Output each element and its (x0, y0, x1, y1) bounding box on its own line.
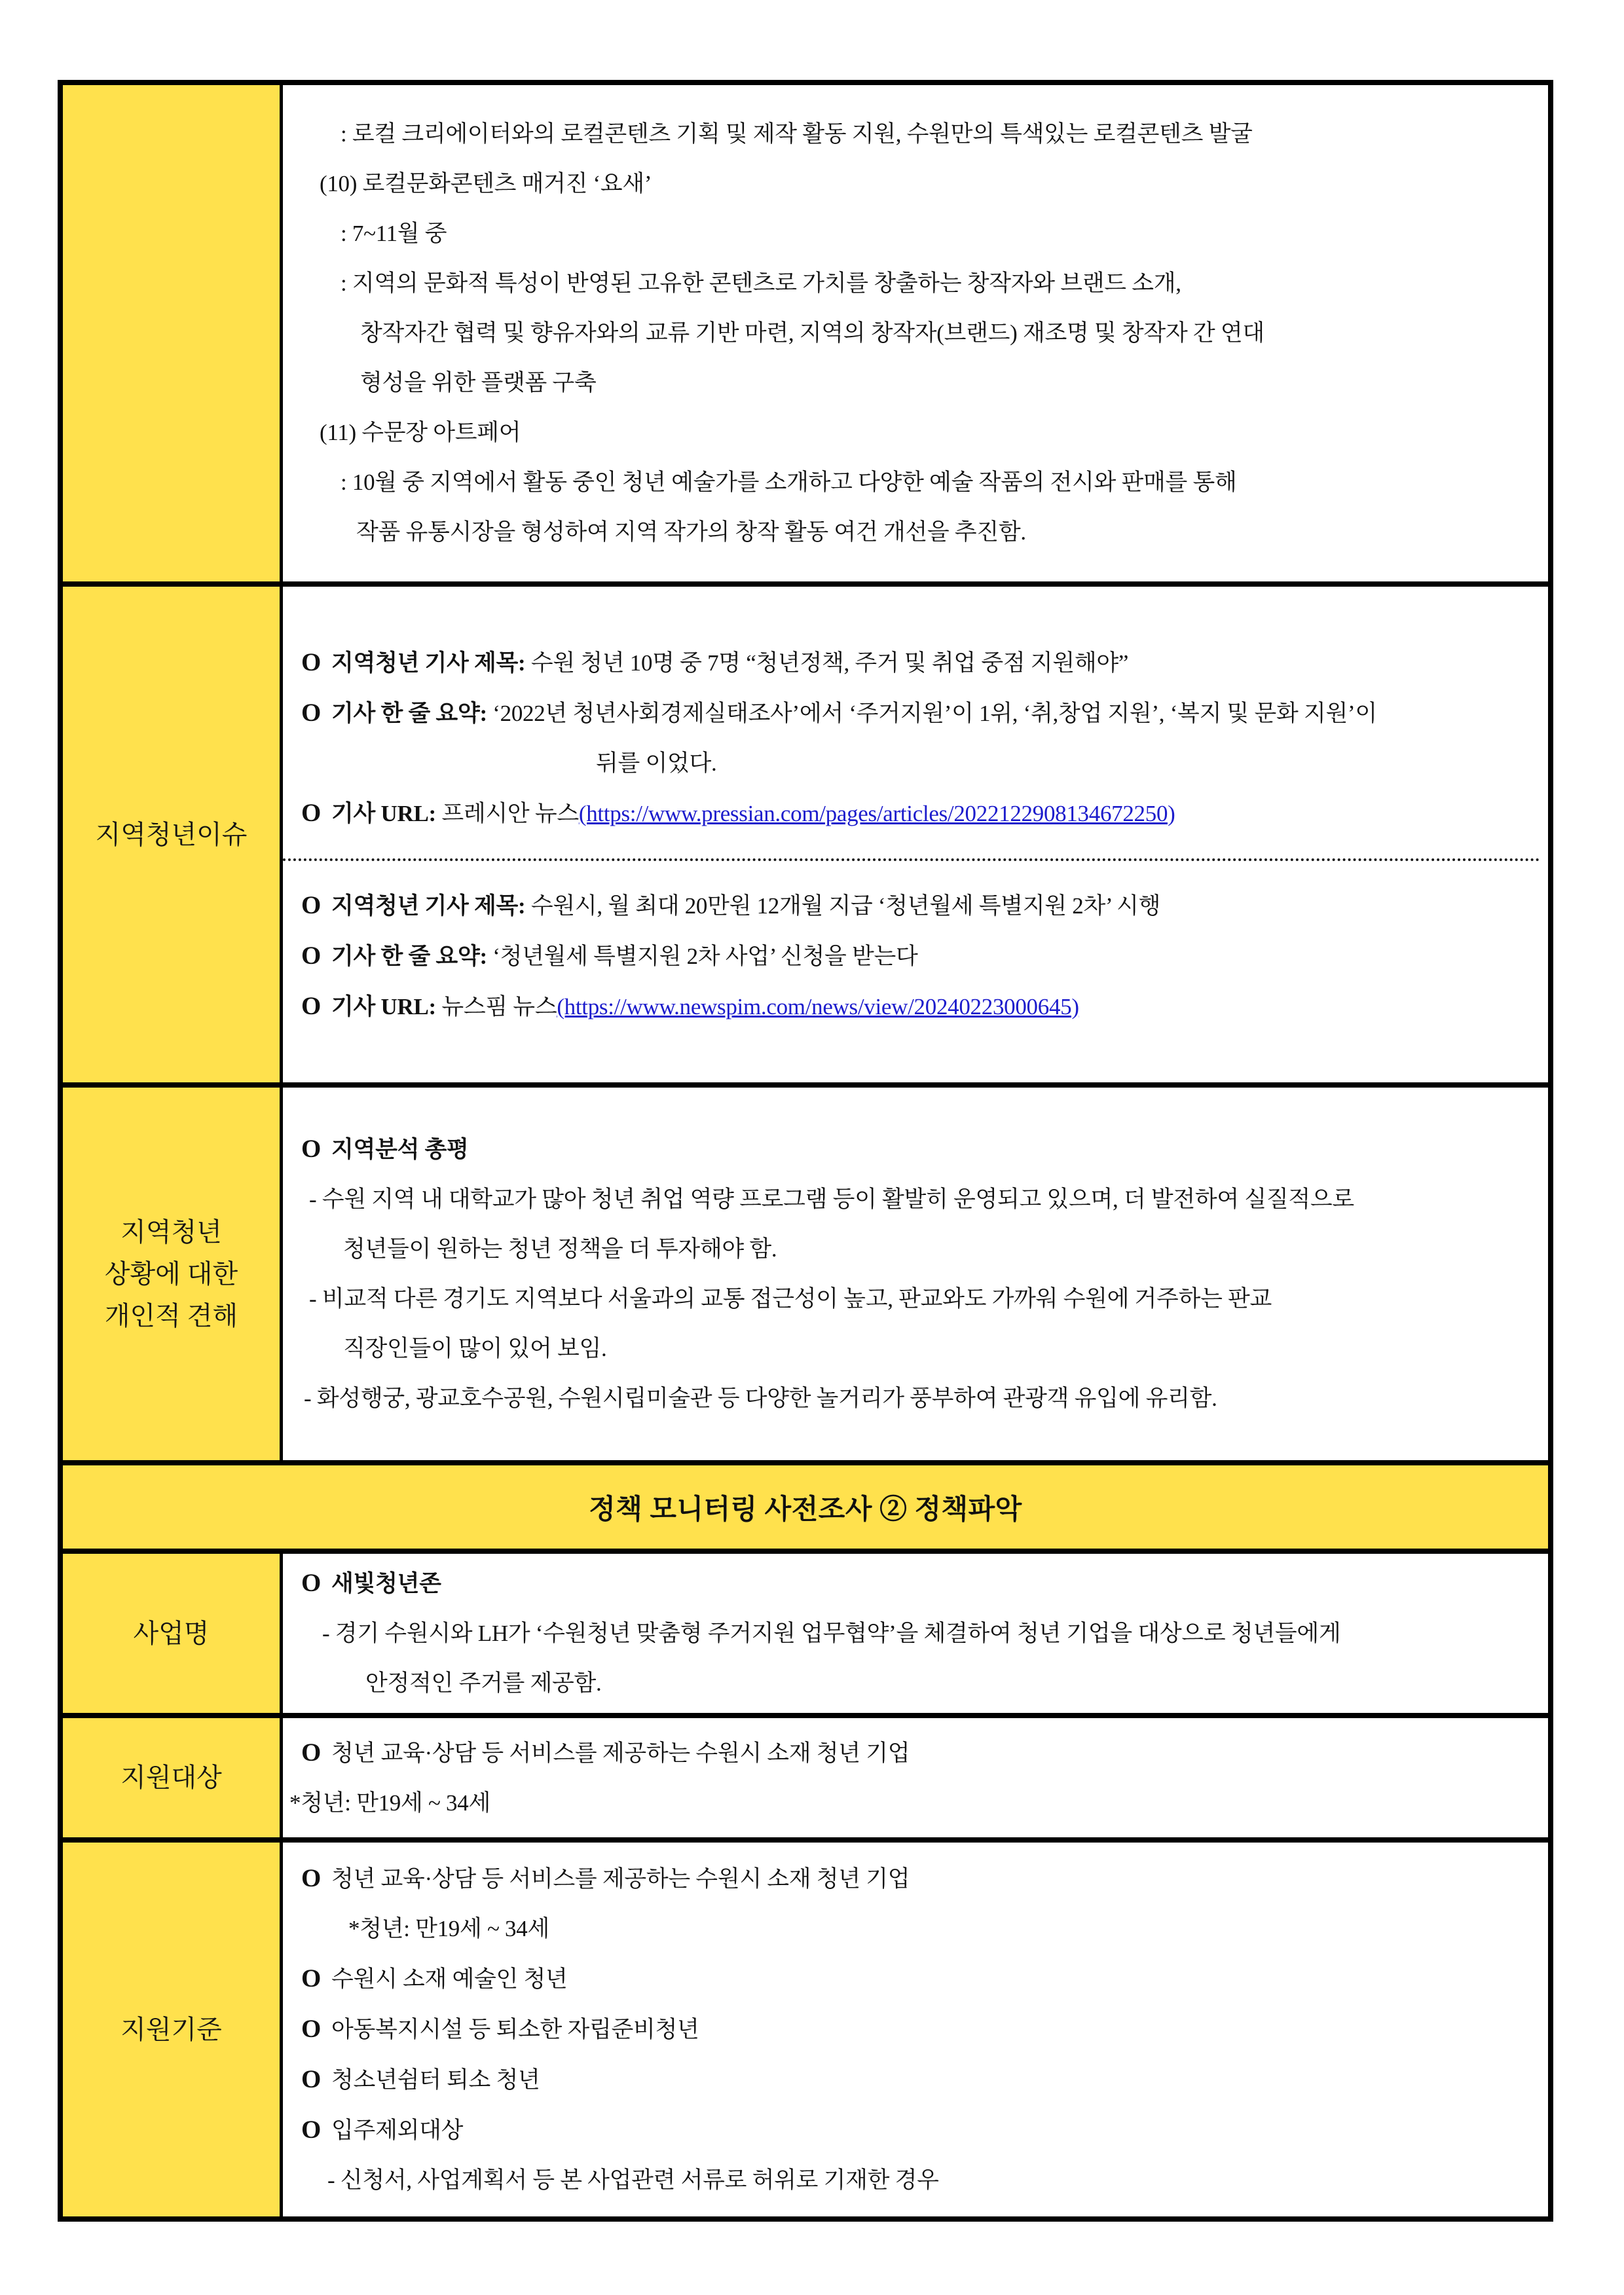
dotted-divider (283, 858, 1540, 861)
text-segment: 지역청년 기사 제목: (331, 650, 526, 676)
text-segment: 형성을 위한 플랫폼 구축 (360, 370, 597, 395)
row-content-program-details (283, 85, 1548, 581)
text-segment: 지역청년 기사 제목: (331, 892, 526, 919)
text-segment: : 7~11월 중 (341, 221, 447, 246)
table-row-support-target (63, 1713, 1548, 1837)
row-content-support-criteria (283, 1843, 1548, 2216)
text-line (283, 1609, 1540, 1659)
row-header-local-youth-issues (63, 587, 283, 1082)
row-header-personal-opinion (63, 1088, 283, 1460)
text-segment: 청년들이 원하는 청년 정책을 더 투자해야 함. (343, 1236, 777, 1262)
text-segment: *청년: 만19세 ~ 34세 (289, 1790, 490, 1816)
text-line (283, 638, 1540, 688)
table-row-support-criteria (63, 1837, 1548, 2216)
text-line (283, 1558, 1540, 1609)
text-segment: - 비교적 다른 경기도 지역보다 서울과의 교통 접근성이 높고, 판교와도 가까워 수원에 거주하는 판교 (309, 1286, 1272, 1312)
text-line (283, 259, 1540, 308)
text-segment: (10) 로컬문화콘텐츠 매거진 ‘요새’ (320, 171, 652, 196)
text-segment: - 수원 지역 내 대학교가 많아 청년 취업 역량 프로그램 등이 활발히 운영되고 있으며, 더 발전하여 실질적으로 (309, 1186, 1354, 1212)
text-segment: 안정적인 주거를 제공함. (365, 1670, 602, 1696)
table-row-personal-opinion (63, 1082, 1548, 1460)
article-url-link[interactable]: (https://www.pressian.com/pages/articles/2022122908134672250) (578, 800, 1175, 826)
text-segment: 프레시안 뉴스 (435, 800, 579, 826)
circle-bullet: O (301, 890, 322, 919)
text-line (283, 308, 1540, 358)
row-header-line: 상황에 대한 (104, 1258, 238, 1289)
section-banner-title: 정책 모니터링 사전조사 ② 정책파악 (589, 1494, 1022, 1525)
row-content-business-name (283, 1554, 1548, 1713)
text-line (283, 1224, 1540, 1274)
text-line (283, 1175, 1540, 1224)
circle-bullet: O (301, 648, 322, 676)
circle-bullet: O (301, 1135, 322, 1163)
row-header-program-details (63, 85, 283, 581)
circle-bullet: O (301, 1569, 322, 1597)
text-line (283, 1854, 1540, 1904)
text-segment: 기사 URL: (331, 993, 436, 1019)
circle-bullet: O (301, 698, 322, 727)
text-line (283, 739, 1540, 788)
text-line (283, 2105, 1540, 2156)
circle-bullet: O (301, 2116, 322, 2144)
text-line (283, 1374, 1540, 1423)
text-segment: 작품 유통시장을 형성하여 지역 작가의 창작 활동 여건 개선을 추진함. (356, 519, 1026, 545)
text-segment: 청년 교육·상담 등 서비스를 제공하는 수원시 소재 청년 기업 (331, 1866, 910, 1892)
text-segment: 기사 한 줄 요약: (331, 700, 487, 726)
text-line (283, 1659, 1540, 1708)
text-segment: - 경기 수원시와 LH가 ‘수원청년 맞춤형 주거지원 업무협약’을 체결하여 청년 기업을 대상으로 청년들에게 (322, 1621, 1341, 1646)
text-line (283, 881, 1540, 931)
row-header-line: 지원대상 (120, 1763, 222, 1792)
text-segment: 수원시, 월 최대 20만원 12개월 지급 ‘청년월세 특별지원 2차’ 시행 (525, 892, 1161, 919)
text-line (283, 2156, 1540, 2205)
text-line (283, 1124, 1540, 1175)
text-segment: 창작자간 협력 및 향유자와의 교류 기반 마련, 지역의 창작자(브랜드) 재조명 및 창작자 간 연대 (360, 320, 1264, 346)
text-segment: : 10월 중 지역에서 활동 중인 청년 예술가를 소개하고 다양한 예술 작품의 전시와 판매를 통해 (341, 469, 1237, 495)
circle-bullet: O (301, 2015, 322, 2043)
text-line (283, 408, 1540, 458)
row-header-line: 개인적 견해 (104, 1300, 238, 1331)
text-segment: 뒤를 이었다. (596, 750, 717, 776)
text-segment: 기사 URL: (331, 800, 436, 826)
text-line (283, 1778, 1540, 1828)
text-segment: 직장인들이 많이 있어 보임. (343, 1336, 607, 1361)
policy-report-table (58, 80, 1553, 2222)
circle-bullet: O (301, 1864, 322, 1892)
circle-bullet: O (301, 991, 322, 1020)
text-segment: 청년 교육·상담 등 서비스를 제공하는 수원시 소재 청년 기업 (331, 1740, 910, 1766)
text-line (283, 1904, 1540, 1954)
text-segment: 뉴스핌 뉴스 (435, 993, 557, 1019)
text-line (283, 1274, 1540, 1324)
row-header-line: 지역청년이슈 (95, 819, 248, 849)
text-segment: 청소년쉼터 퇴소 청년 (331, 2067, 540, 2093)
circle-bullet: O (301, 941, 322, 970)
table-section-top (63, 85, 1548, 1460)
text-segment: : 로컬 크리에이터와의 로컬콘텐츠 기획 및 제작 활동 지원, 수원만의 특색있는 로컬콘텐츠 발굴 (341, 121, 1253, 147)
text-segment: ‘청년월세 특별지원 2차 사업’ 신청을 받는다 (487, 943, 918, 969)
text-segment: 지역분석 총평 (331, 1137, 469, 1162)
row-content-personal-opinion (283, 1088, 1548, 1460)
text-segment: ‘2022년 청년사회경제실태조사’에서 ‘주거지원’이 1위, ‘취,창업 지원’, ‘복지 및 문화 지원’이 (487, 700, 1377, 726)
text-line (283, 982, 1540, 1032)
text-line (283, 2004, 1540, 2055)
circle-bullet: O (301, 2065, 322, 2093)
text-line (283, 688, 1540, 739)
table-row-program-details (63, 85, 1548, 581)
row-header-line: 지원기준 (120, 2014, 222, 2044)
text-segment: 입주제외대상 (331, 2118, 464, 2143)
text-line (283, 1324, 1540, 1374)
text-segment: 수원 청년 10명 중 7명 “청년정책, 주거 및 취업 중점 지원해야” (525, 650, 1129, 676)
row-header-support-target (63, 1718, 283, 1837)
text-line (283, 1954, 1540, 2004)
row-header-business-name (63, 1554, 283, 1713)
text-line (283, 931, 1540, 982)
row-header-support-criteria (63, 1843, 283, 2216)
table-row-business-name (63, 1549, 1548, 1713)
text-segment: 아동복지시설 등 퇴소한 자립준비청년 (331, 2017, 699, 2042)
text-segment: - 화성행궁, 광교호수공원, 수원시립미술관 등 다양한 놀거리가 풍부하여 관광객 유입에 유리함. (304, 1386, 1217, 1411)
text-line (283, 507, 1540, 557)
section-banner (63, 1460, 1548, 1549)
text-segment: (11) 수문장 아트페어 (320, 420, 521, 445)
text-segment: - 신청서, 사업계획서 등 본 사업관련 서류로 허위로 기재한 경우 (327, 2167, 939, 2193)
text-line (283, 159, 1540, 209)
row-content-local-youth-issues (283, 587, 1548, 1082)
text-line (283, 1728, 1540, 1778)
circle-bullet: O (301, 1738, 322, 1767)
text-line (283, 358, 1540, 408)
row-header-line: 사업명 (133, 1618, 210, 1648)
table-section-bottom (63, 1549, 1548, 2216)
text-line (283, 788, 1540, 839)
text-line (283, 2055, 1540, 2105)
article-url-link[interactable]: (https://www.newspim.com/news/view/20240223000645) (557, 993, 1079, 1019)
text-line (283, 209, 1540, 259)
text-line (283, 109, 1540, 159)
circle-bullet: O (301, 798, 322, 827)
text-segment: 기사 한 줄 요약: (331, 943, 487, 969)
text-line (283, 458, 1540, 507)
text-segment: 새빛청년존 (331, 1571, 441, 1596)
table-row-local-youth-issues (63, 581, 1548, 1082)
circle-bullet: O (301, 1964, 322, 1992)
text-segment: : 지역의 문화적 특성이 반영된 고유한 콘텐츠로 가치를 창출하는 창작자와 브랜드 소개, (341, 270, 1181, 296)
row-header-line: 지역청년 (120, 1217, 222, 1247)
row-content-support-target (283, 1718, 1548, 1837)
text-segment: *청년: 만19세 ~ 34세 (348, 1916, 549, 1941)
text-segment: 수원시 소재 예술인 청년 (331, 1966, 568, 1992)
